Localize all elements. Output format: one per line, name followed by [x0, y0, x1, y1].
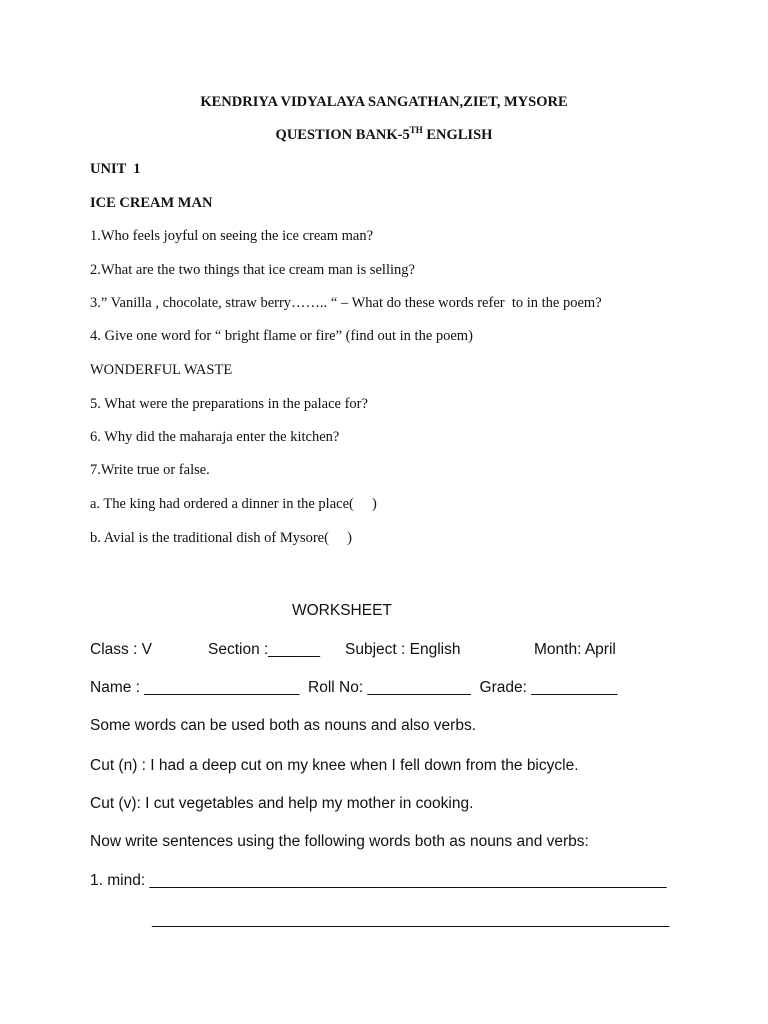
- question-bank-suffix: ENGLISH: [422, 127, 493, 143]
- question-2: 2.What are the two things that ice cream man is selling?: [90, 262, 415, 278]
- question-bank-title: [0, 125, 768, 143]
- question-bank-prefix: QUESTION BANK-5: [275, 127, 410, 143]
- question-7b: b. Avial is the traditional dish of Mysore( ): [90, 530, 352, 546]
- section-title-ice-cream-man: ICE CREAM MAN: [90, 195, 213, 211]
- worksheet-title: WORKSHEET: [292, 602, 392, 619]
- question-4: 4. Give one word for “ bright flame or fire” (find out in the poem): [90, 328, 473, 344]
- question-1: 1.Who feels joyful on seeing the ice cream man?: [90, 228, 374, 244]
- question-bank-superscript: TH: [409, 125, 423, 135]
- unit-label: UNIT 1: [90, 161, 141, 177]
- example-noun: Cut (n) : I had a deep cut on my knee when I fell down from the bicycle.: [90, 757, 579, 774]
- item-1-mind: 1. mind: ____________________________________________________________: [90, 872, 667, 889]
- section-field: Section :______: [208, 641, 321, 658]
- worksheet-intro: Some words can be used both as nouns and also verbs.: [90, 717, 477, 734]
- question-3: 3.” Vanilla , chocolate, straw berry…….. “ – What do these words refer to in the poem?: [90, 295, 602, 311]
- name-roll-grade-fields: Name : __________________ Roll No: ____________ Grade: __________: [90, 679, 618, 696]
- subject-label: Subject : English: [345, 641, 461, 658]
- worksheet-instruction: Now write sentences using the following words both as nouns and verbs:: [90, 833, 589, 850]
- question-6: 6. Why did the maharaja enter the kitchen?: [90, 429, 340, 445]
- question-7a: a. The king had ordered a dinner in the place( ): [90, 496, 377, 512]
- example-verb: Cut (v): I cut vegetables and help my mother in cooking.: [90, 795, 474, 812]
- month-label: Month: April: [534, 641, 616, 658]
- section-title-wonderful-waste: WONDERFUL WASTE: [90, 362, 233, 378]
- item-1-continuation-line: ____________________________________________________________: [152, 911, 670, 928]
- question-7: 7.Write true or false.: [90, 462, 210, 478]
- class-label: Class : V: [90, 641, 153, 658]
- question-5: 5. What were the preparations in the palace for?: [90, 396, 368, 412]
- organization-title: KENDRIYA VIDYALAYA SANGATHAN,ZIET, MYSORE: [200, 94, 568, 110]
